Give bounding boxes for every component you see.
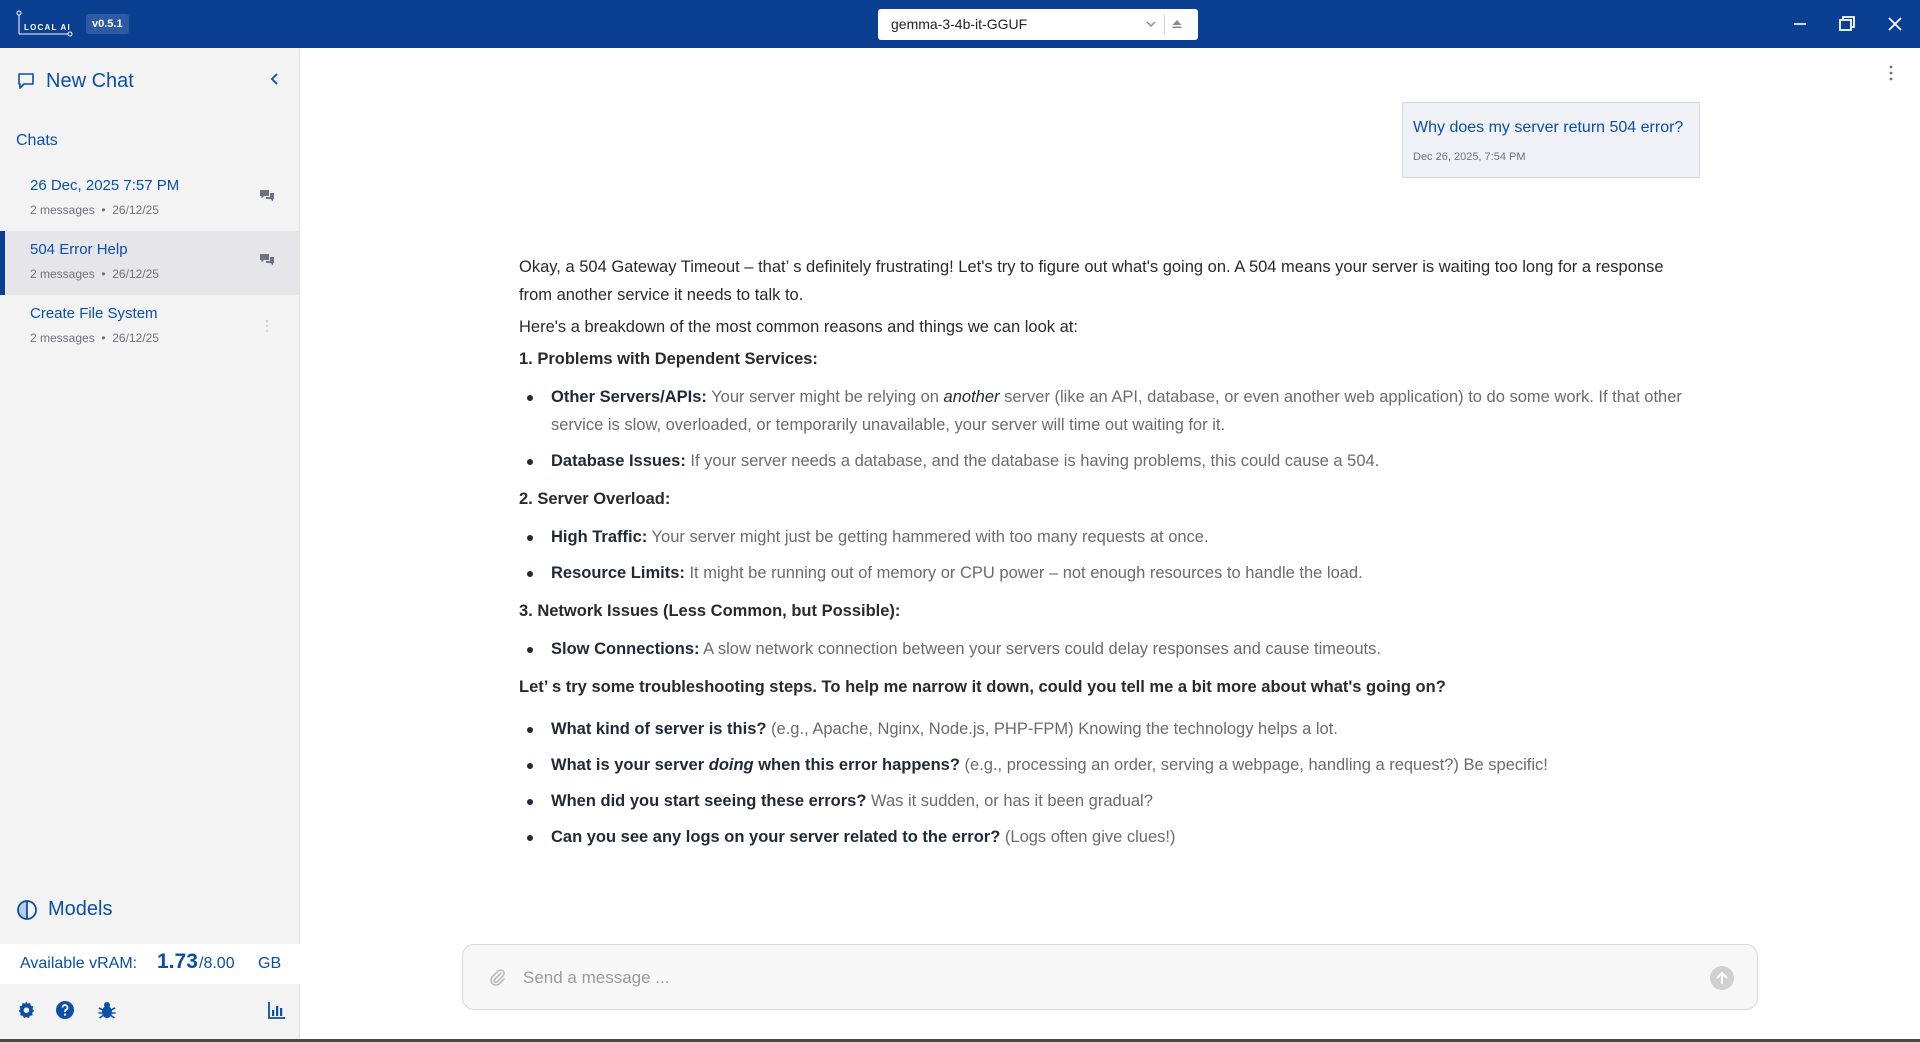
list-item <box>519 787 1699 815</box>
vram-used-value: 1.73 <box>157 950 198 973</box>
vram-total-value: /8.00 <box>199 955 235 972</box>
chat-title: Create File System <box>30 305 158 322</box>
list-item-text: Was it sudden, or has it been gradual? <box>866 792 1153 810</box>
chat-list-item[interactable] <box>0 167 300 231</box>
chat-bubble-icon <box>16 71 36 91</box>
new-chat-label: New Chat <box>46 69 134 92</box>
more-options-icon[interactable] <box>1888 64 1894 82</box>
answer-section-heading: 2. Server Overload: <box>519 490 671 508</box>
list-item-label: When did you start seeing these errors? <box>551 792 867 810</box>
model-selector[interactable] <box>878 9 1198 40</box>
chat-message-count: 2 messages <box>30 203 95 217</box>
send-button[interactable] <box>1710 966 1734 990</box>
list-item-text: If your server needs a database, and the database is having problems, this could cause a 504. <box>685 452 1380 470</box>
answer-intro: Okay, a 504 Gateway Timeout – that’ s definitely frustrating! Let's try to figure out what's going on. A 504 means your server is waiting too long for a response from another service it needs to talk to. <box>519 258 1664 304</box>
list-item-emphasis: doing <box>708 756 754 774</box>
list-item-text: (e.g., processing an order, serving a webpage, handling a request?) Be specific! <box>959 756 1548 774</box>
list-item-label: Resource Limits: <box>551 564 685 582</box>
list-item-label: Slow Connections: <box>551 640 700 658</box>
chat-title: 504 Error Help <box>30 241 128 258</box>
help-icon[interactable] <box>55 1000 75 1020</box>
list-item-text: Your server might just be getting hammered with too many requests at once. <box>647 528 1209 546</box>
list-item <box>519 751 1699 779</box>
message-composer <box>462 944 1758 1010</box>
list-item-label-part: when this error happens? <box>753 756 960 774</box>
vram-indicator <box>0 944 300 984</box>
list-item <box>519 635 1699 663</box>
model-selector-divider <box>1164 15 1165 34</box>
message-input[interactable] <box>523 965 1623 991</box>
list-item-emphasis: another <box>943 388 1000 406</box>
chats-heading: Chats <box>16 132 58 149</box>
chat-list-item-active[interactable] <box>0 231 300 295</box>
list-item-text: server (like an API, database, or even another web application) to do some work. If that other service is slow, overloaded, or temporarily unavailable, your server will time out waiting for it. <box>551 388 1682 434</box>
list-item-label-part: What is your server <box>551 756 709 774</box>
chat-date: 26/12/25 <box>112 267 159 281</box>
chat-meta <box>30 331 159 345</box>
chat-meta <box>30 203 159 217</box>
chat-date: 26/12/25 <box>112 203 159 217</box>
chat-list-item[interactable] <box>0 295 300 359</box>
answer-breakdown: Here's a breakdown of the most common reasons and things we can look at: <box>519 318 1078 336</box>
minimize-icon[interactable] <box>1790 14 1810 34</box>
app-logo <box>16 10 76 38</box>
list-item-label <box>551 756 960 774</box>
chevron-left-icon[interactable] <box>266 70 284 88</box>
chevron-down-icon[interactable] <box>1144 17 1158 31</box>
new-chat-button[interactable] <box>16 68 134 94</box>
restore-icon[interactable] <box>1837 14 1857 34</box>
answer-questions-list <box>519 715 1699 851</box>
sidebar <box>0 48 300 1042</box>
conversation-icon[interactable] <box>258 187 276 205</box>
eject-icon[interactable] <box>1170 17 1184 31</box>
answer-troubleshoot-prompt: Let’ s try some troubleshooting steps. To help me narrow it down, could you tell me a bit more about what's going on? <box>519 678 1446 696</box>
vram-label: Available vRAM: <box>20 955 138 972</box>
list-item <box>519 823 1699 851</box>
close-icon[interactable] <box>1885 14 1905 34</box>
answer-list <box>519 523 1699 587</box>
answer-list <box>519 383 1699 475</box>
answer-list <box>519 635 1699 663</box>
chat-panel <box>300 48 1920 1042</box>
assistant-message <box>519 253 1699 861</box>
models-button[interactable] <box>16 898 112 921</box>
answer-section-heading: 1. Problems with Dependent Services: <box>519 350 818 368</box>
paperclip-icon[interactable] <box>487 967 507 987</box>
list-item-label: Database Issues: <box>551 452 686 470</box>
chat-meta <box>30 267 159 281</box>
list-item-text: (Logs often give clues!) <box>1000 828 1176 846</box>
chat-message-count: 2 messages <box>30 331 95 345</box>
list-item-text: Your server might be relying on <box>706 388 944 406</box>
list-item-label: High Traffic: <box>551 528 648 546</box>
user-message-time: Dec 26, 2025, 7:54 PM <box>1413 151 1526 163</box>
chat-meta-separator: • <box>101 267 106 281</box>
list-item-text: A slow network connection between your servers could delay responses and cause timeouts. <box>699 640 1381 658</box>
list-item-label: What kind of server is this? <box>551 720 767 738</box>
user-message-bubble <box>1402 102 1700 178</box>
bug-icon[interactable] <box>97 1000 117 1020</box>
list-item <box>519 383 1699 439</box>
chat-meta-separator: • <box>101 331 106 345</box>
title-bar <box>0 0 1920 48</box>
chat-title: 26 Dec, 2025 7:57 PM <box>30 177 180 194</box>
chat-meta-separator: • <box>101 203 106 217</box>
models-icon <box>16 899 38 921</box>
list-item <box>519 447 1699 475</box>
logo-text: LOCAL AI <box>24 23 71 32</box>
list-item <box>519 715 1699 743</box>
chat-message-count: 2 messages <box>30 267 95 281</box>
list-item-text: (e.g., Apache, Nginx, Node.js, PHP-FPM) Knowing the technology helps a lot. <box>766 720 1338 738</box>
list-item <box>519 523 1699 551</box>
list-item-label: Other Servers/APIs: <box>551 388 707 406</box>
list-item-text: It might be running out of memory or CPU power – not enough resources to handle the load. <box>684 564 1363 582</box>
bar-chart-icon[interactable] <box>267 1000 287 1020</box>
models-label: Models <box>48 898 113 920</box>
gear-icon[interactable] <box>16 1000 36 1020</box>
version-badge: v0.5.1 <box>86 14 129 34</box>
list-item <box>519 559 1699 587</box>
arrow-up-icon <box>1714 970 1730 986</box>
answer-section-heading: 3. Network Issues (Less Common, but Possible): <box>519 602 901 620</box>
model-selector-value: gemma-3-4b-it-GGUF <box>891 16 1028 32</box>
vram-unit: GB <box>258 955 282 972</box>
more-options-icon[interactable] <box>264 317 270 335</box>
chat-date: 26/12/25 <box>112 331 159 345</box>
list-item-label: Can you see any logs on your server related to the error? <box>551 828 1001 846</box>
conversation-icon[interactable] <box>258 251 276 269</box>
user-message-text: Why does my server return 504 error? <box>1413 119 1684 136</box>
